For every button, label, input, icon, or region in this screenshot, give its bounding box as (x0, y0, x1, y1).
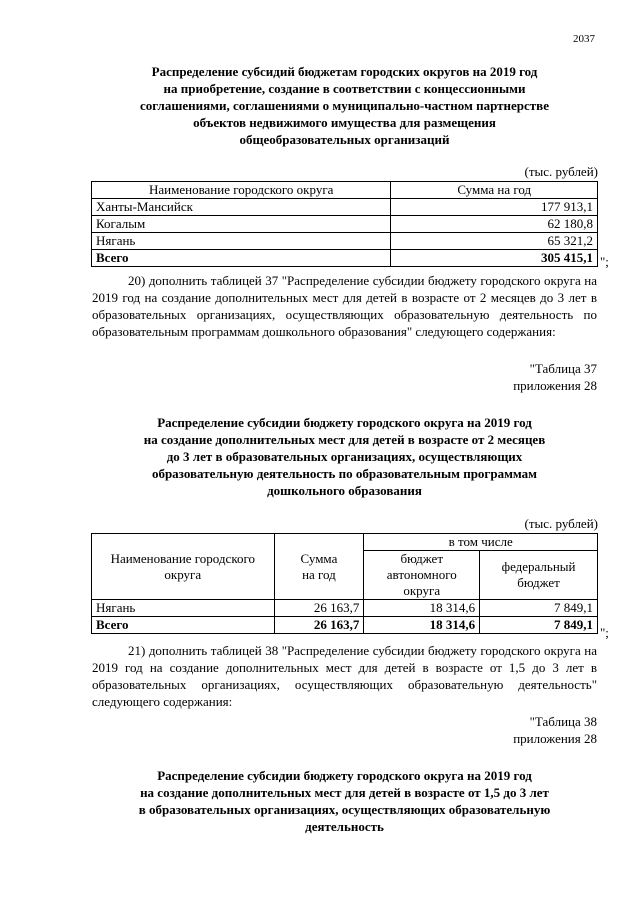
table-row (92, 233, 598, 250)
column-header-sum-line: на год (302, 566, 336, 582)
column-header-federal (480, 551, 598, 600)
table-header-row (92, 182, 598, 199)
column-header-name-line: округа (164, 566, 202, 582)
column-header-autonomous-line: бюджет (400, 551, 443, 566)
section1-table (91, 181, 598, 267)
paragraph-20-text: 20) дополнить таблицей 37 "Распределение субсидии бюджету городского округа на 2019 год на создание дополнительных мест для детей в возрасте от 2 месяцев до 3 лет в образовательных организациях, осуществляющих образовательную деятельность по образовательным программам дошкольного образования" следующего содержания: (92, 273, 597, 339)
cell-federal: 7 849,1 (480, 600, 598, 617)
cell-sum: 65 321,2 (391, 233, 598, 250)
column-header-name (92, 534, 275, 600)
section1-closing-quote: "; (600, 254, 609, 269)
section2-units: (тыс. рублей) (524, 516, 598, 531)
table-ref-line: приложения 28 (513, 378, 597, 393)
section2-table (91, 533, 598, 634)
cell-sum: 62 180,8 (391, 216, 598, 233)
column-header-including: в том числе (364, 534, 598, 551)
column-header-name-line: Наименование городского (110, 550, 255, 566)
section2-title-line: дошкольного образования (267, 483, 422, 498)
cell-total-sum: 305 415,1 (391, 250, 598, 267)
cell-total-autonomous: 18 314,6 (364, 617, 480, 634)
section2-title-line: на создание дополнительных мест для детей в возрасте от 2 месяцев (143, 432, 546, 447)
section1-title-line: на приобретение, создание в соответствии с концессионными (163, 81, 526, 96)
section1-title-line: общеобразовательных организаций (239, 132, 450, 147)
column-header-name: Наименование городского округа (92, 182, 391, 199)
page-number: 2037 (573, 33, 595, 45)
paragraph-20 (92, 272, 597, 340)
section1-units: (тыс. рублей) (524, 164, 598, 179)
table-row (92, 600, 598, 617)
cell-autonomous: 18 314,6 (364, 600, 480, 617)
column-header-sum (274, 534, 364, 600)
cell-total-federal: 7 849,1 (480, 617, 598, 634)
paragraph-21-text: 21) дополнить таблицей 38 "Распределение субсидии бюджету городского округа на 2019 год на создание дополнительных мест для детей в возрасте от 1,5 до 3 лет в образовательных организациях, осуществляющих образовательную деятельность" следующего содержания: (92, 643, 597, 709)
cell-total-sum: 26 163,7 (274, 617, 364, 634)
cell-sum: 177 913,1 (391, 199, 598, 216)
column-header-autonomous-line: округа (403, 583, 441, 598)
section2-title-line: Распределение субсидии бюджету городского округа на 2019 год (157, 415, 532, 430)
section1-title (92, 63, 597, 148)
column-header-federal-line: бюджет (517, 575, 560, 590)
cell-name: Нягань (92, 233, 391, 250)
section3-title-line: на создание дополнительных мест для детей в возрасте от 1,5 до 3 лет (140, 785, 549, 800)
section2-title (92, 414, 597, 499)
cell-name: Ханты-Мансийск (92, 199, 391, 216)
paragraph-21 (92, 642, 597, 710)
section2-title-line: образовательную деятельность по образовательным программам (151, 466, 538, 481)
cell-total-name: Всего (92, 250, 391, 267)
section3-title-line: в образовательных организациях, осуществляющих образовательную (138, 802, 551, 817)
table-row (92, 199, 598, 216)
table-ref-line: приложения 28 (513, 731, 597, 746)
cell-total-name: Всего (92, 617, 275, 634)
column-header-sum-line: Сумма (300, 550, 338, 566)
table-37-reference (492, 360, 597, 394)
table-header-row (92, 534, 598, 551)
column-header-sum: Сумма на год (391, 182, 598, 199)
table-total-row (92, 617, 598, 634)
column-header-autonomous-line: автономного (386, 567, 457, 582)
table-38-reference (492, 713, 597, 747)
section2-closing-quote: "; (600, 625, 609, 640)
section2-title-line: до 3 лет в образовательных организациях, осуществляющих (166, 449, 523, 464)
section3-title-line: деятельность (305, 819, 384, 834)
section1-title-line: соглашениями, соглашениями о муниципально-частном партнерстве (140, 98, 549, 113)
table-row (92, 216, 598, 233)
cell-name: Нягань (92, 600, 275, 617)
section3-title (92, 767, 597, 835)
table-total-row (92, 250, 598, 267)
table-ref-line: "Таблица 38 (529, 714, 597, 729)
table-ref-line: "Таблица 37 (529, 361, 597, 376)
column-header-autonomous (364, 551, 480, 600)
section3-title-line: Распределение субсидии бюджету городского округа на 2019 год (157, 768, 532, 783)
section1-title-line: объектов недвижимого имущества для размещения (193, 115, 496, 130)
column-header-federal-line: федеральный (501, 559, 576, 574)
section1-title-line: Распределение субсидий бюджетам городских округов на 2019 год (151, 64, 538, 79)
cell-name: Когалым (92, 216, 391, 233)
cell-sum: 26 163,7 (274, 600, 364, 617)
